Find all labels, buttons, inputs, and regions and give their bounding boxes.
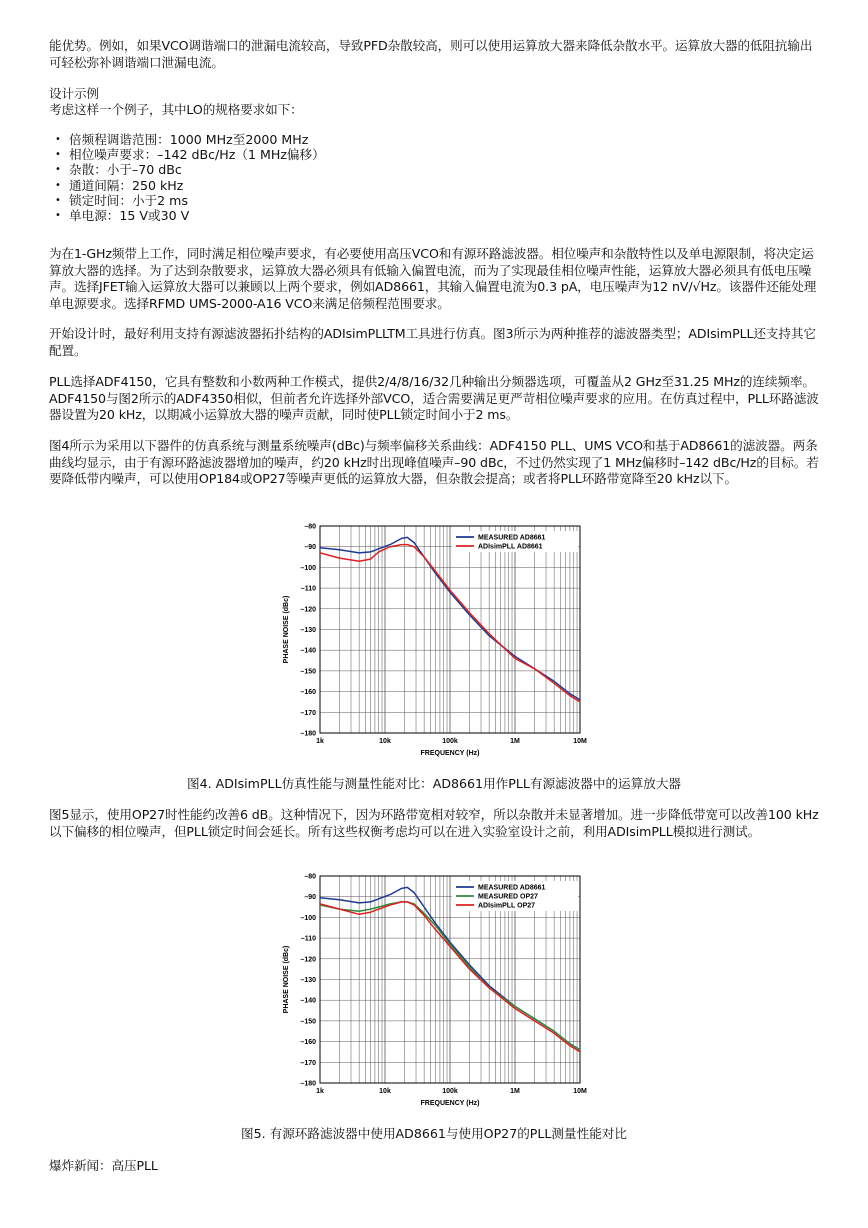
paragraph-continued: 能优势。例如，如果VCO调谐端口的泄漏电流较高，导致PFD杂散较高，则可以使用运算放大器来降低杂散水平。运算放大器的低阻抗输出可轻松弥补调谐端口泄漏电流。 (49, 38, 813, 70)
x-axis-label: FREQUENCY (Hz) (420, 1100, 480, 1107)
y-axis-label: PHASE NOISE (dBc) (283, 945, 290, 1014)
y-tick-label: –170 (300, 709, 316, 717)
x-tick-label: 1k (316, 738, 324, 745)
legend-label: MEASURED AD8661 (478, 884, 546, 892)
x-tick-label: 10M (573, 738, 587, 745)
list-item: • 单电源：15 V或30 V (69, 208, 325, 223)
y-tick-label: –130 (300, 627, 316, 634)
figure-5-caption: 图5. 有源环路滤波器中使用AD8661与使用OP27的PLL测量性能对比 (240, 1126, 627, 1141)
paragraph-3: PLL选择ADF4150，它具有整数和小数两种工作模式，提供2/4/8/16/32几种输出分频器选项，可覆盖从2 GHz至31.25 MHz的连续频率。ADF4150与图2所示的ADF4350相似，但前者允许选择外部VCO，适合需要满足更严苛相位噪声要求的应用。在仿真过程中，PLL环路滤波器设置为20 kHz，以期减小运算放大器的噪声贡献，同时使PLL锁定时间小于2 ms。 (49, 374, 819, 422)
y-tick-label: –100 (300, 914, 316, 922)
x-tick-label: 10k (379, 738, 391, 745)
x-tick-label: 10M (573, 1088, 587, 1095)
y-tick-label: –180 (300, 1080, 316, 1088)
y-tick-label: –130 (300, 977, 316, 984)
y-tick-label: –90 (304, 544, 316, 552)
legend-label: ADIsimPLL OP27 (478, 902, 536, 910)
legend-label: MEASURED OP27 (478, 893, 538, 901)
paragraph-1: 为在1-GHz频带上工作，同时满足相位噪声要求，有必要使用高压VCO和有源环路滤波器。相位噪声和杂散特性以及单电源限制，将决定运算放大器的选择。为了达到杂散要求，运算放大器必须具有低输入偏置电流，而为了实现最佳相位噪声性能，运算放大器必须具有低电压噪声。选择JFET输入运算放大器可以兼顾以上两个要求，例如AD8661，其输入偏置电流为0.3 pA，电压噪声为12 nV/√Hz。该器件还能处理单电源要求。选择RFMD UMS-2000-A16 VCO来满足倍频程范围要求。 (49, 246, 817, 311)
paragraph-last: 爆炸新闻：高压PLL (49, 1158, 158, 1173)
y-tick-label: –80 (304, 873, 316, 881)
paragraph-5: 图5显示，使用OP27时性能约改善6 dB。这种情况下，因为环路带宽相对较窄，所以杂散并未显著增加。进一步降低带宽可以改善100 kHz以下偏移的相位噪声，但PLL锁定时间会延长。所有这些权衡考虑均可以在进入实验室设计之前，利用ADIsimPLL模拟进行测试。 (49, 807, 819, 839)
x-axis-label: FREQUENCY (Hz) (420, 750, 480, 757)
y-axis-label: PHASE NOISE (dBc) (283, 595, 290, 664)
y-tick-label: –150 (300, 1018, 316, 1026)
y-tick-label: –170 (300, 1059, 316, 1067)
x-tick-label: 1k (316, 1088, 324, 1095)
y-tick-label: –80 (304, 523, 316, 531)
y-tick-label: –140 (300, 997, 316, 1005)
legend-label: ADIsimPLL AD8661 (478, 543, 543, 551)
x-tick-label: 1M (510, 1088, 520, 1095)
y-tick-label: –140 (300, 647, 316, 655)
y-tick-label: –180 (300, 730, 316, 738)
x-tick-label: 100k (442, 738, 458, 745)
figure-4-caption: 图4. ADIsimPLL仿真性能与测量性能对比：AD8661用作PLL有源滤波器中的运算放大器 (186, 776, 682, 791)
y-tick-label: –160 (300, 689, 316, 697)
section-heading: 设计示例 (49, 86, 99, 101)
figure-4-chart (276, 518, 596, 766)
y-tick-label: –100 (300, 564, 316, 572)
list-item: • 通道间隔：250 kHz (69, 178, 325, 193)
list-item: • 杂散：小于–70 dBc (69, 162, 325, 177)
spec-list (49, 132, 325, 223)
y-tick-label: –120 (300, 606, 316, 614)
x-tick-label: 100k (442, 1088, 458, 1095)
list-item: • 倍频程调谐范围：1000 MHz至2000 MHz (69, 132, 325, 147)
y-tick-label: –90 (304, 894, 316, 902)
x-tick-label: 1M (510, 738, 520, 745)
legend-label: MEASURED AD8661 (478, 534, 546, 542)
y-tick-label: –110 (300, 585, 316, 593)
paragraph-2: 开始设计时，最好利用支持有源滤波器拓扑结构的ADIsimPLLTM工具进行仿真。图3所示为两种推荐的滤波器类型；ADIsimPLL还支持其它配置。 (49, 326, 816, 358)
figure-5-chart (276, 868, 596, 1116)
paragraph-4: 图4所示为采用以下器件的仿真系统与测量系统噪声(dBc)与频率偏移关系曲线：ADF4150 PLL、UMS VCO和基于AD8661的滤波器。两条曲线均显示，由于有源环路滤波器增加的噪声，约20 kHz时出现峰值噪声–90 dBc，不过仍然实现了1 MHz偏移时–142 dBc/Hz的目标。若要降低带内噪声，可以使用OP184或OP27等噪声更低的运算放大器，但杂散会提高；或者将PLL环路带宽降至20 kHz以下。 (49, 438, 819, 486)
y-tick-label: –150 (300, 668, 316, 676)
y-tick-label: –160 (300, 1039, 316, 1047)
y-tick-label: –120 (300, 956, 316, 964)
list-item: • 相位噪声要求：–142 dBc/Hz（1 MHz偏移） (69, 147, 325, 162)
paragraph-intro: 考虑这样一个例子，其中LO的规格要求如下： (49, 102, 303, 117)
grid (320, 526, 580, 733)
y-tick-label: –110 (300, 935, 316, 943)
x-tick-label: 10k (379, 1088, 391, 1095)
list-item: • 锁定时间：小于2 ms (69, 193, 325, 208)
